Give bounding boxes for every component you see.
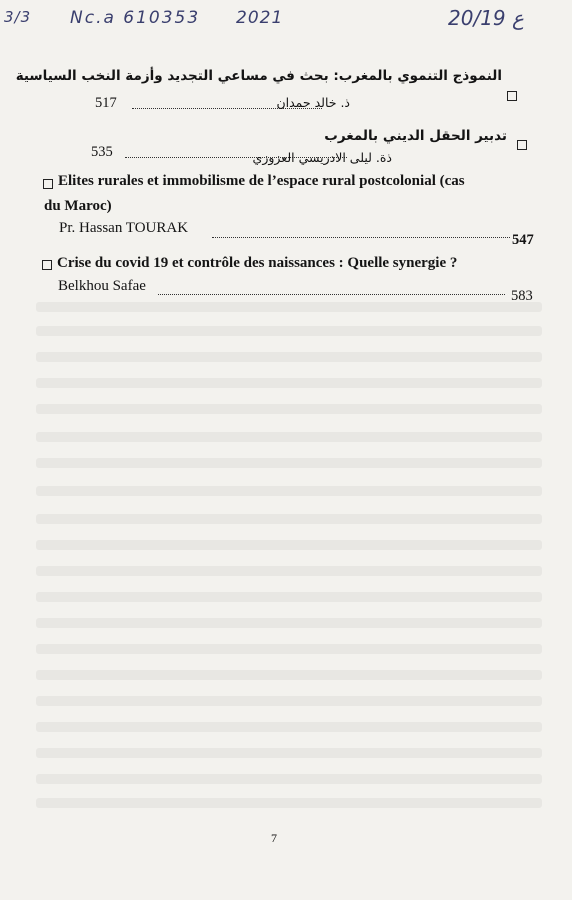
leader-dots [158,294,505,295]
entry-page: 583 [511,288,533,304]
entry-author: Pr. Hassan TOURAK [59,220,189,236]
handwritten-reference: Nc.a 610353 [70,8,201,28]
checkbox-icon [42,260,52,270]
entry-title: تدبير الحقل الديني بالمغرب [324,128,507,144]
leader-dots [212,237,510,238]
entry-author: ذ. خالد حمدان [276,95,350,110]
checkbox-icon [43,179,53,189]
checkbox-icon [507,91,517,101]
entry-page: 547 [512,232,534,248]
checkbox-icon [517,140,527,150]
entry-title: النموذج التنموي بالمغرب: بحث في مساعي التجديد وأزمة النخب السياسية [15,68,502,84]
entry-title-line-1: Elites rurales et immobilisme de l’espace rural postcolonial (cas [58,173,465,189]
entry-author: Belkhou Safae [58,278,146,294]
handwritten-issue: 20/19 ع [448,6,524,30]
handwritten-year: 2021 [236,8,284,28]
entry-title-line-2: du Maroc) [44,198,112,214]
entry-page: 517 [95,95,117,111]
entry-title: Crise du covid 19 et contrôle des naissances : Quelle synergie ? [57,255,458,271]
handwritten-page-count: 3/3 [4,8,32,26]
entry-author: ذة. ليلى الادريسي العزوزي [252,150,392,165]
page-number: 7 [271,831,277,845]
entry-page: 535 [91,144,113,160]
